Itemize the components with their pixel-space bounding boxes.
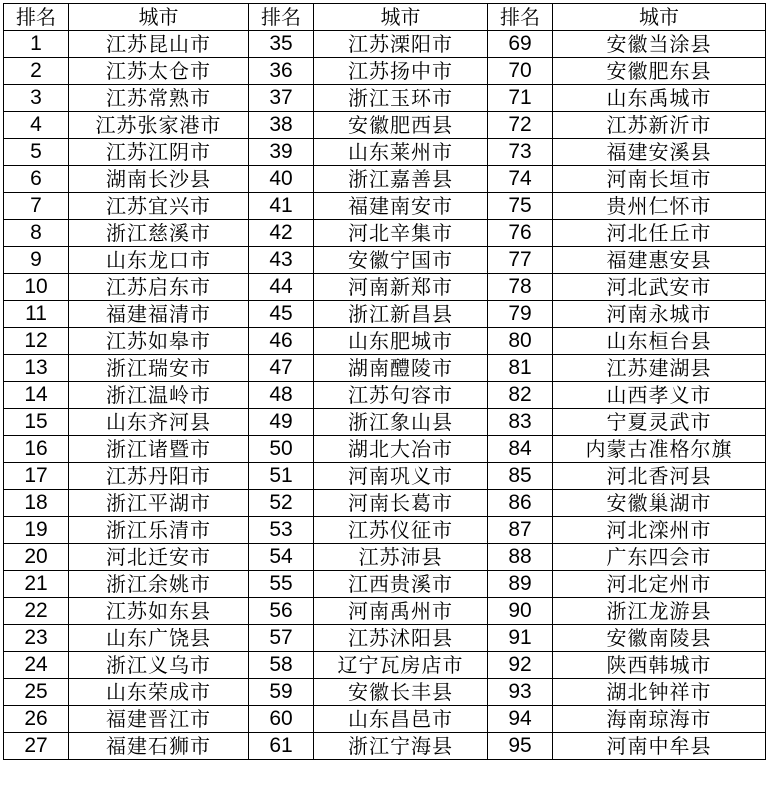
rank-cell: 39 xyxy=(249,139,314,166)
city-cell: 安徽当涂县 xyxy=(553,31,766,58)
city-cell: 浙江乐清市 xyxy=(69,517,249,544)
city-cell: 江苏沭阳县 xyxy=(314,625,488,652)
city-cell: 山西孝义市 xyxy=(553,382,766,409)
rank-cell: 47 xyxy=(249,355,314,382)
rank-cell: 41 xyxy=(249,193,314,220)
city-cell: 江苏太仓市 xyxy=(69,58,249,85)
city-cell: 江苏仪征市 xyxy=(314,517,488,544)
city-cell: 河南中牟县 xyxy=(553,733,766,760)
rank-cell: 54 xyxy=(249,544,314,571)
table-row xyxy=(4,328,766,355)
city-cell: 福建安溪县 xyxy=(553,139,766,166)
city-cell: 湖南醴陵市 xyxy=(314,355,488,382)
city-cell: 安徽巢湖市 xyxy=(553,490,766,517)
table-row xyxy=(4,355,766,382)
city-cell: 浙江诸暨市 xyxy=(69,436,249,463)
rank-cell: 77 xyxy=(488,247,553,274)
city-cell: 福建南安市 xyxy=(314,193,488,220)
city-cell: 山东禹城市 xyxy=(553,85,766,112)
rank-cell: 56 xyxy=(249,598,314,625)
table-row xyxy=(4,139,766,166)
rank-cell: 58 xyxy=(249,652,314,679)
city-cell: 海南琼海市 xyxy=(553,706,766,733)
city-cell: 河北武安市 xyxy=(553,274,766,301)
city-cell: 湖南长沙县 xyxy=(69,166,249,193)
city-cell: 湖北钟祥市 xyxy=(553,679,766,706)
rank-cell: 19 xyxy=(4,517,69,544)
city-cell: 江苏扬中市 xyxy=(314,58,488,85)
city-cell: 河北辛集市 xyxy=(314,220,488,247)
rank-cell: 24 xyxy=(4,652,69,679)
rank-cell: 90 xyxy=(488,598,553,625)
city-cell: 江苏新沂市 xyxy=(553,112,766,139)
rank-cell: 9 xyxy=(4,247,69,274)
city-cell: 山东莱州市 xyxy=(314,139,488,166)
rank-cell: 51 xyxy=(249,463,314,490)
table-row xyxy=(4,112,766,139)
city-cell: 浙江慈溪市 xyxy=(69,220,249,247)
city-cell: 山东龙口市 xyxy=(69,247,249,274)
city-cell: 安徽长丰县 xyxy=(314,679,488,706)
city-cell: 安徽肥西县 xyxy=(314,112,488,139)
city-cell: 湖北大冶市 xyxy=(314,436,488,463)
rank-cell: 69 xyxy=(488,31,553,58)
rank-cell: 53 xyxy=(249,517,314,544)
table-row xyxy=(4,193,766,220)
city-cell: 河北迁安市 xyxy=(69,544,249,571)
rank-cell: 60 xyxy=(249,706,314,733)
city-cell: 福建晋江市 xyxy=(69,706,249,733)
rank-cell: 12 xyxy=(4,328,69,355)
rank-cell: 88 xyxy=(488,544,553,571)
table-row xyxy=(4,463,766,490)
rank-cell: 71 xyxy=(488,85,553,112)
city-cell: 江苏常熟市 xyxy=(69,85,249,112)
rank-cell: 94 xyxy=(488,706,553,733)
rank-cell: 20 xyxy=(4,544,69,571)
table-row xyxy=(4,598,766,625)
rank-cell: 55 xyxy=(249,571,314,598)
city-cell: 安徽南陵县 xyxy=(553,625,766,652)
rank-cell: 17 xyxy=(4,463,69,490)
table-row xyxy=(4,301,766,328)
rank-cell: 7 xyxy=(4,193,69,220)
city-cell: 贵州仁怀市 xyxy=(553,193,766,220)
city-cell: 浙江瑞安市 xyxy=(69,355,249,382)
rank-cell: 14 xyxy=(4,382,69,409)
city-cell: 江苏启东市 xyxy=(69,274,249,301)
city-cell: 浙江宁海县 xyxy=(314,733,488,760)
city-cell: 河北定州市 xyxy=(553,571,766,598)
city-cell: 河北滦州市 xyxy=(553,517,766,544)
rank-cell: 70 xyxy=(488,58,553,85)
city-header: 城市 xyxy=(314,4,488,31)
rank-cell: 22 xyxy=(4,598,69,625)
table-row xyxy=(4,220,766,247)
city-cell: 江苏江阴市 xyxy=(69,139,249,166)
city-cell: 江苏丹阳市 xyxy=(69,463,249,490)
rank-cell: 82 xyxy=(488,382,553,409)
table-body xyxy=(4,31,766,760)
rank-cell: 13 xyxy=(4,355,69,382)
city-cell: 浙江温岭市 xyxy=(69,382,249,409)
rank-cell: 80 xyxy=(488,328,553,355)
city-cell: 江苏溧阳市 xyxy=(314,31,488,58)
rank-cell: 92 xyxy=(488,652,553,679)
rank-header: 排名 xyxy=(4,4,69,31)
city-cell: 山东荣成市 xyxy=(69,679,249,706)
rank-cell: 89 xyxy=(488,571,553,598)
rank-cell: 8 xyxy=(4,220,69,247)
city-cell: 河南长垣市 xyxy=(553,166,766,193)
table-row xyxy=(4,571,766,598)
rank-cell: 73 xyxy=(488,139,553,166)
city-cell: 江苏昆山市 xyxy=(69,31,249,58)
rank-header: 排名 xyxy=(249,4,314,31)
city-cell: 山东桓台县 xyxy=(553,328,766,355)
rank-cell: 78 xyxy=(488,274,553,301)
city-cell: 陕西韩城市 xyxy=(553,652,766,679)
rank-cell: 36 xyxy=(249,58,314,85)
table-row xyxy=(4,490,766,517)
table-row xyxy=(4,544,766,571)
city-cell: 江苏沛县 xyxy=(314,544,488,571)
city-cell: 河南禹州市 xyxy=(314,598,488,625)
rank-cell: 87 xyxy=(488,517,553,544)
rank-cell: 59 xyxy=(249,679,314,706)
city-header: 城市 xyxy=(69,4,249,31)
city-cell: 浙江龙游县 xyxy=(553,598,766,625)
rank-cell: 48 xyxy=(249,382,314,409)
rank-cell: 79 xyxy=(488,301,553,328)
table-row xyxy=(4,679,766,706)
city-cell: 浙江玉环市 xyxy=(314,85,488,112)
rank-cell: 10 xyxy=(4,274,69,301)
rank-cell: 18 xyxy=(4,490,69,517)
rank-cell: 95 xyxy=(488,733,553,760)
rank-cell: 4 xyxy=(4,112,69,139)
rank-cell: 43 xyxy=(249,247,314,274)
rank-cell: 26 xyxy=(4,706,69,733)
rank-cell: 50 xyxy=(249,436,314,463)
rank-cell: 74 xyxy=(488,166,553,193)
table-row xyxy=(4,625,766,652)
table-row xyxy=(4,733,766,760)
city-cell: 河北任丘市 xyxy=(553,220,766,247)
rank-cell: 25 xyxy=(4,679,69,706)
city-header: 城市 xyxy=(553,4,766,31)
city-cell: 江苏宜兴市 xyxy=(69,193,249,220)
rank-cell: 83 xyxy=(488,409,553,436)
city-cell: 宁夏灵武市 xyxy=(553,409,766,436)
city-cell: 山东肥城市 xyxy=(314,328,488,355)
city-cell: 江苏张家港市 xyxy=(69,112,249,139)
rank-cell: 45 xyxy=(249,301,314,328)
rank-cell: 49 xyxy=(249,409,314,436)
rank-cell: 86 xyxy=(488,490,553,517)
city-cell: 河南新郑市 xyxy=(314,274,488,301)
rank-cell: 16 xyxy=(4,436,69,463)
city-cell: 福建惠安县 xyxy=(553,247,766,274)
city-cell: 浙江嘉善县 xyxy=(314,166,488,193)
county-ranking-table xyxy=(3,3,766,760)
city-cell: 浙江义乌市 xyxy=(69,652,249,679)
city-cell: 河南长葛市 xyxy=(314,490,488,517)
rank-cell: 37 xyxy=(249,85,314,112)
rank-cell: 11 xyxy=(4,301,69,328)
rank-cell: 5 xyxy=(4,139,69,166)
table-row xyxy=(4,247,766,274)
city-cell: 江苏如皋市 xyxy=(69,328,249,355)
city-cell: 江西贵溪市 xyxy=(314,571,488,598)
rank-cell: 46 xyxy=(249,328,314,355)
city-cell: 河南巩义市 xyxy=(314,463,488,490)
city-cell: 浙江余姚市 xyxy=(69,571,249,598)
table-row xyxy=(4,166,766,193)
city-cell: 江苏建湖县 xyxy=(553,355,766,382)
table-row xyxy=(4,517,766,544)
rank-cell: 27 xyxy=(4,733,69,760)
city-cell: 山东齐河县 xyxy=(69,409,249,436)
rank-cell: 84 xyxy=(488,436,553,463)
city-cell: 浙江新昌县 xyxy=(314,301,488,328)
rank-cell: 93 xyxy=(488,679,553,706)
city-cell: 内蒙古准格尔旗 xyxy=(553,436,766,463)
table-row xyxy=(4,58,766,85)
rank-cell: 57 xyxy=(249,625,314,652)
city-cell: 浙江象山县 xyxy=(314,409,488,436)
city-cell: 山东广饶县 xyxy=(69,625,249,652)
city-cell: 江苏如东县 xyxy=(69,598,249,625)
city-cell: 安徽宁国市 xyxy=(314,247,488,274)
rank-cell: 52 xyxy=(249,490,314,517)
city-cell: 山东昌邑市 xyxy=(314,706,488,733)
rank-cell: 2 xyxy=(4,58,69,85)
city-cell: 河北香河县 xyxy=(553,463,766,490)
rank-cell: 15 xyxy=(4,409,69,436)
city-cell: 福建石狮市 xyxy=(69,733,249,760)
rank-cell: 61 xyxy=(249,733,314,760)
rank-cell: 75 xyxy=(488,193,553,220)
rank-cell: 3 xyxy=(4,85,69,112)
city-cell: 福建福清市 xyxy=(69,301,249,328)
city-cell: 安徽肥东县 xyxy=(553,58,766,85)
table-row xyxy=(4,382,766,409)
header-row xyxy=(4,4,766,31)
rank-cell: 76 xyxy=(488,220,553,247)
rank-cell: 35 xyxy=(249,31,314,58)
table-row xyxy=(4,436,766,463)
table-row xyxy=(4,652,766,679)
rank-cell: 72 xyxy=(488,112,553,139)
table-row xyxy=(4,85,766,112)
city-cell: 辽宁瓦房店市 xyxy=(314,652,488,679)
rank-cell: 21 xyxy=(4,571,69,598)
city-cell: 广东四会市 xyxy=(553,544,766,571)
rank-cell: 1 xyxy=(4,31,69,58)
rank-cell: 44 xyxy=(249,274,314,301)
city-cell: 江苏句容市 xyxy=(314,382,488,409)
rank-cell: 85 xyxy=(488,463,553,490)
rank-cell: 23 xyxy=(4,625,69,652)
city-cell: 河南永城市 xyxy=(553,301,766,328)
rank-cell: 42 xyxy=(249,220,314,247)
table-row xyxy=(4,706,766,733)
table-row xyxy=(4,274,766,301)
rank-header: 排名 xyxy=(488,4,553,31)
rank-cell: 38 xyxy=(249,112,314,139)
rank-cell: 6 xyxy=(4,166,69,193)
rank-cell: 81 xyxy=(488,355,553,382)
table-row xyxy=(4,409,766,436)
rank-cell: 40 xyxy=(249,166,314,193)
table-row xyxy=(4,31,766,58)
rank-cell: 91 xyxy=(488,625,553,652)
city-cell: 浙江平湖市 xyxy=(69,490,249,517)
